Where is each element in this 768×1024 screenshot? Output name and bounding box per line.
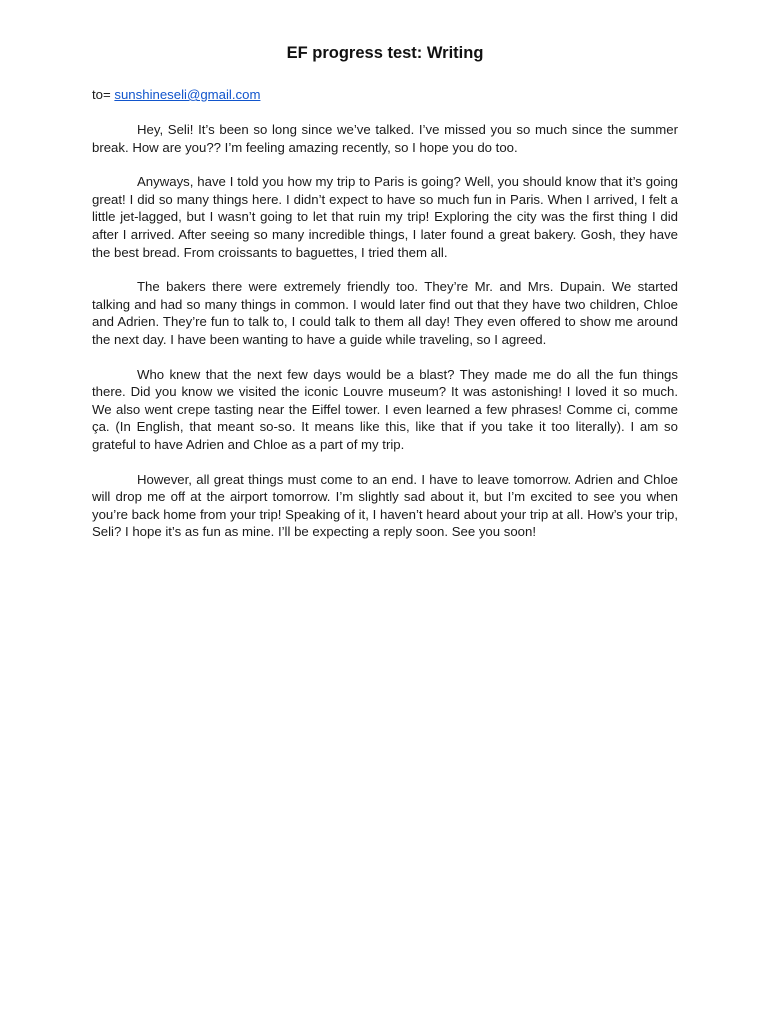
paragraph-greeting: Hey, Seli! It’s been so long since we’ve talked. I’ve missed you so much since the summer break. How are you?? I’m feeling amazing recently, so I hope you do too.: [92, 122, 678, 155]
recipient-label: to=: [92, 87, 111, 102]
paragraph-activities: Who knew that the next few days would be a blast? They made me do all the fun things there. Did you know we visited the iconic Louvre museum? It was astonishing! I loved it so much. We also went crepe tasting near the Eiffel tower. I even learned a few phrases! Comme ci, comme ça. (In English, that meant so-so. It means like this, like that if you take it too literally). I am so grateful to have Adrien and Chloe as a part of my trip.: [92, 366, 678, 452]
document-title: EF progress test: Writing: [286, 44, 484, 62]
paragraph-bakers: The bakers there were extremely friendly too. They’re Mr. and Mrs. Dupain. We started talking and had so many things in common. I would later find out that they have two children, Chloe and Adrien. They’re fun to talk to, I could talk to them all day! They even offered to show me around the next day. I have been wanting to have a guide while traveling, so I agreed.: [92, 279, 678, 347]
paragraph-closing: However, all great things must come to an end. I have to leave tomorrow. Adrien and Chloe will drop me off at the airport tomorrow. I’m slightly sad about it, but I’m excited to see you when you’re back home from your trip! Speaking of it, I haven’t heard about your trip at all. How’s your trip, Seli? I hope it’s as fun as mine. I’ll be expecting a reply soon. See you soon!: [92, 471, 678, 540]
paragraph-paris-trip: Anyways, have I told you how my trip to Paris is going? Well, you should know that it’s going great! I did so many things here. I didn’t expect to have so much fun in Paris. When I arrived, I felt a little jet-lagged, but I wasn’t going to let that ruin my trip! Exploring the city was the first thing I did after I arrived. After seeing so many incredible things, I later found a great bakery. Gosh, they have the best bread. From croissants to baguettes, I tried them all.: [92, 174, 678, 260]
email-link[interactable]: sunshineseli@gmail.com: [114, 87, 261, 102]
recipient-line: [92, 86, 678, 104]
document-page: [92, 0, 678, 541]
